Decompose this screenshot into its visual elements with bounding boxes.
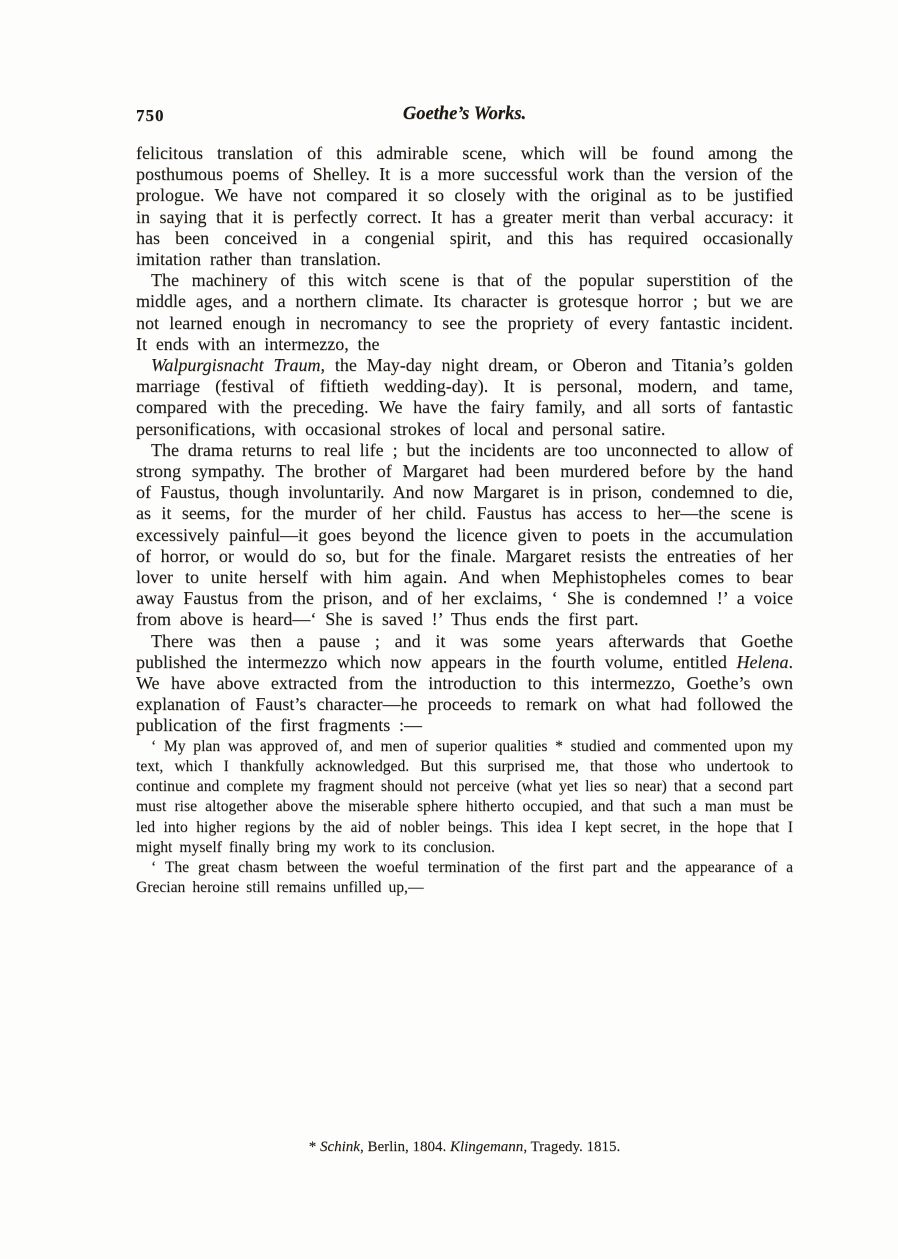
text-segment: ‘ The great chasm between the woeful termination of the first part and the appearance of a Grecian heroine still remains unfilled up,— bbox=[136, 858, 793, 897]
paragraph bbox=[136, 143, 793, 270]
text-segment: , Tragedy. 1815. bbox=[523, 1139, 621, 1155]
paragraph bbox=[136, 270, 793, 355]
italic-text-segment: Helena bbox=[736, 651, 789, 672]
text-segment: * bbox=[308, 1139, 320, 1155]
italic-text-segment: Walpurgisnacht Traum bbox=[151, 355, 321, 376]
paragraph bbox=[136, 858, 793, 898]
text-segment: The drama returns to real life ; but the incidents are too unconnected to allow of strong sympathy. The brother of Margaret had been murdered before by the hand of Faustus, though involuntarily. And now Margaret is in prison, condemned to die, as it seems, for the murder of her child. Faustus has access to her—the scene is excessively painful—it goes beyond the licence given to poets in the accumulation of horror, or would do so, but for the finale. Margaret resists the entreaties of her lover to unite herself with him again. And when Mephistopheles comes to bear away Faustus from the prison, and of her exclaims, ‘ She is condemned !’ a voice from above is heard—‘ She is saved !’ Thus ends the first part. bbox=[136, 439, 793, 630]
paragraph bbox=[136, 737, 793, 858]
text-segment: There was then a pause ; and it was some years afterwards that Goethe published the intermezzo which now appears in the fourth volume, entitled bbox=[136, 630, 793, 672]
text-segment: , Berlin, 1804. bbox=[359, 1139, 450, 1155]
page-number: 750 bbox=[136, 106, 165, 125]
running-title: Goethe’s Works. bbox=[402, 104, 527, 124]
text-segment: The machinery of this witch scene is that of the popular superstition of the middle ages, and a northern climate. Its character is grotesque horror ; but we are not learned enough in necromancy to see the propriety of every fantastic incident. It ends with an intermezzo, the bbox=[136, 270, 793, 354]
quoted-extract bbox=[136, 737, 793, 899]
text-segment: . We have above extracted from the introduction to this intermezzo, Goethe’s own explanation of Faust’s character—he proceeds to remark on what had followed the publication of the first fragments :— bbox=[136, 651, 793, 736]
body-text bbox=[136, 143, 793, 737]
paragraph bbox=[136, 355, 793, 440]
running-header bbox=[136, 104, 793, 134]
paragraph bbox=[136, 1139, 793, 1156]
italic-text-segment: Klingemann bbox=[449, 1139, 524, 1155]
footnote bbox=[136, 1124, 793, 1171]
italic-text-segment: Schink bbox=[319, 1139, 360, 1155]
text-block bbox=[136, 104, 793, 898]
paragraph bbox=[136, 440, 793, 631]
paragraph bbox=[136, 631, 793, 737]
text-segment: , the May-day night dream, or Oberon and Titania’s golden marriage (festival of fiftieth wedding-day). It is personal, modern, and tame, compared with the preceding. We have the fairy family, and all sorts of fantastic personifications, with occasional strokes of local and personal satire. bbox=[136, 355, 793, 439]
text-segment: ‘ My plan was approved of, and men of superior qualities * studied and commented upon my text, which I thankfully acknowledged. But this surprised me, that those who undertook to continue and complete my fragment should not perceive (what yet lies so near) that a second part must rise altogether above the miserable sphere hitherto occupied, and that such a man must be led into higher regions by the aid of nobler beings. This idea I kept secret, in the hope that I might myself finally bring my work to its conclusion. bbox=[136, 737, 793, 856]
text-segment: felicitous translation of this admirable scene, which will be found among the posthumous poems of Shelley. It is a more successful work than the version of the prologue. We have not compared it so closely with the original as to be justified in saying that it is perfectly correct. It has a greater merit than verbal accuracy: it has been conceived in a congenial spirit, and this has required occasionally imitation rather than translation. bbox=[136, 143, 793, 270]
